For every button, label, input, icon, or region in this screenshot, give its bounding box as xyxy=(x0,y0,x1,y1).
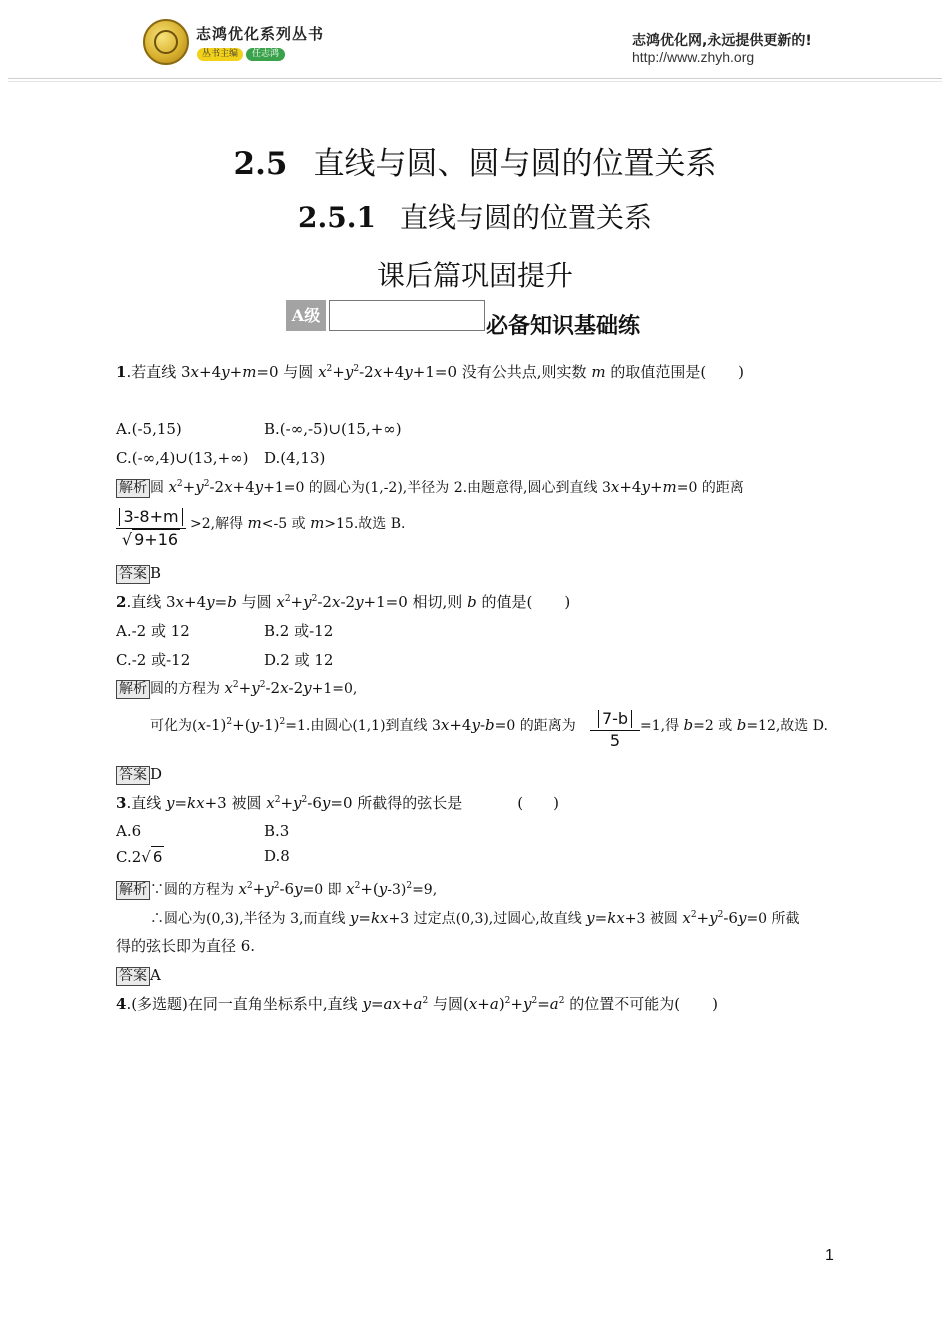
site-url[interactable]: http://www.zhyh.org xyxy=(632,49,755,65)
answer-label: 答案 xyxy=(116,565,150,584)
q2-option-b: B.2 或-12 xyxy=(264,622,334,640)
q2-option-d: D.2 或 12 xyxy=(264,651,334,669)
q2-analysis-line2-cont: =1,得 b=2 或 b=12,故选 D. xyxy=(640,716,828,734)
q2-distance-fraction: 7-b 5 xyxy=(590,709,640,751)
q1-analysis-cont: >2,解得 m<-5 或 m>15.故选 B. xyxy=(190,514,406,532)
q1-option-c: C.(-∞,4)∪(13,+∞) xyxy=(116,449,249,467)
level-title: 必备知识基础练 xyxy=(486,314,641,339)
level-box xyxy=(329,300,485,331)
q1-analysis: 解析 圆 $x^2+y^2-2x+4y+1=0$ 的圆心为(1,-2),半径为 2.由题意得,圆心到直线 3x+4y+m=0 的距离 xyxy=(116,477,744,498)
q3-analysis: 解析 ∵圆的方程为 $x^2+y^2-6y=0$ 即 $x^2+(y-3)^2=9$, xyxy=(116,879,437,900)
q4-stem: 4.(多选题)在同一直角坐标系中,直线 $y=ax+a^2$ 与圆$(x+a)^2+y^2=a^2$ 的位置不可能为( ) xyxy=(116,995,718,1013)
q1-option-d: D.(4,13) xyxy=(264,449,326,467)
q1-option-b: B.(-∞,-5)∪(15,+∞) xyxy=(264,420,402,438)
subsection-title: 2.5.1 直线与圆的位置关系 xyxy=(298,201,652,234)
editor-tag: 丛书主编 xyxy=(197,48,243,61)
q3-answer: 答案 A xyxy=(116,965,161,986)
answer-label: 答案 xyxy=(116,766,150,785)
q2-analysis-line2: 可化为$(x-1)^2+(y-1)^2=1$.由圆心(1,1)到直线 3x+4y-b=0 的距离为 xyxy=(150,716,576,734)
editor-name: 任志鸿 xyxy=(246,48,285,61)
q2-answer: 答案 D xyxy=(116,764,162,785)
q3-stem: 3.直线 y=kx+3 被圆 $x^2+y^2-6y=0$ 所截得的弦长是 ( ) xyxy=(116,794,559,812)
header-divider-2 xyxy=(8,81,942,82)
q3-analysis-line2: ∴圆心为(0,3),半径为 3,而直线 y=kx+3 过定点(0,3),过圆心,故直线 y=kx+3 被圆 $x^2+y^2-6y=0$ 所截 xyxy=(150,909,800,927)
publisher-logo xyxy=(143,19,189,65)
q1-option-a: A.(-5,15) xyxy=(116,420,182,438)
q3-option-b: B.3 xyxy=(264,822,290,840)
brand-title: 志鸿优化系列丛书 xyxy=(196,25,325,43)
q1-distance-fraction: 3-8+m √ 9+16 xyxy=(116,507,186,550)
q2-option-c: C.-2 或-12 xyxy=(116,651,191,669)
q3-option-d: D.8 xyxy=(264,847,290,865)
analysis-label: 解析 xyxy=(116,881,150,900)
q3-option-a: A.6 xyxy=(116,822,142,840)
level-badge: A级 xyxy=(286,300,326,331)
q2-stem: 2.直线 3x+4y=b 与圆 $x^2+y^2-2x-2y+1=0$ 相切,则 b 的值是( ) xyxy=(116,593,571,611)
analysis-label: 解析 xyxy=(116,479,150,498)
header-divider xyxy=(8,78,942,79)
q1-answer: 答案 B xyxy=(116,563,161,584)
q1-stem: 1.若直线 3x+4y+m=0 与圆 $x^2+y^2-2x+4y+1=0$ 没有公共点,则实数 m 的取值范围是( ) xyxy=(116,363,745,381)
q2-option-a: A.-2 或 12 xyxy=(116,622,190,640)
q2-analysis: 解析 圆的方程为 $x^2+y^2-2x-2y+1=0$, xyxy=(116,678,357,699)
analysis-label: 解析 xyxy=(116,680,150,699)
section-title: 2.5 直线与圆、圆与圆的位置关系 xyxy=(233,146,717,182)
answer-label: 答案 xyxy=(116,967,150,986)
practice-title: 课后篇巩固提升 xyxy=(376,259,573,292)
q3-option-c: C.2√ 6 xyxy=(116,848,163,866)
page-number: 1 xyxy=(825,1247,834,1264)
q3-analysis-line3: 得的弦长即为直径 6. xyxy=(116,937,256,955)
slogan: 志鸿优化网,永远提供更新的! xyxy=(632,33,812,49)
